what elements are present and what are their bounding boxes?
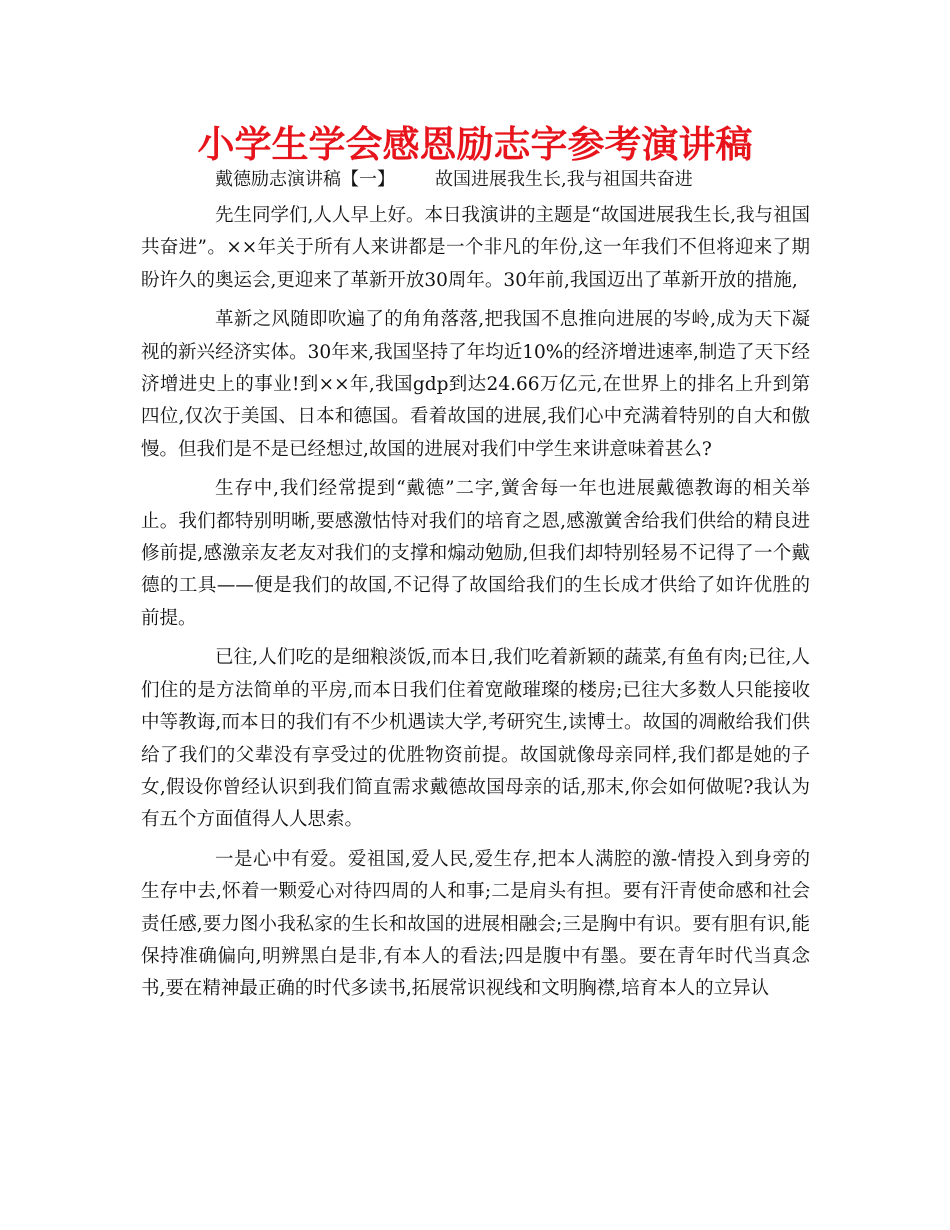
- subtitle-left: 戴德励志演讲稿【一】: [215, 169, 395, 190]
- paragraph: 先生同学们,人人早上好。本日我演讲的主题是“故国进展我生长,我与祖国共奋进”。××年关于所有人来讲都是一个非凡的年份,这一年我们不但将迎来了期盼许久的奥运会,更迎来了革新开放30周年。30年前,我国迈出了革新开放的措施,: [141, 205, 810, 291]
- paragraph: 生存中,我们经常提到“戴德”二字,黉舍每一年也进展戴德教诲的相关举止。我们都特别明晰,要感激怙恃对我们的培育之恩,感激黉舍给我们供给的精良进修前提,感激亲友老友对我们的支撑和煽动勉励,但我们却特别轻易不记得了一个戴德的工具——便是我们的故国,不记得了故国给我们的生长成才供给了如许优胜的前提。: [141, 478, 810, 629]
- paragraph: 已往,人们吃的是细粮淡饭,而本日,我们吃着新颖的蔬菜,有鱼有肉;已往,人们住的是方法简单的平房,而本日我们住着宽敞璀璨的楼房;已往大多数人只能接收中等教诲,而本日的我们有不少机遇读大学,考研究生,读博士。故国的凋敝给我们供给了我们的父辈没有享受过的优胜物资前提。故国就像母亲同样,我们都是她的子女,假设你曾经认识到我们简直需求戴德故国母亲的话,那末,你会如何做呢?我认为有五个方面值得人人思索。: [141, 647, 810, 831]
- document-body: [141, 200, 810, 1013]
- document-title: 小学生学会感恩励志字参考演讲稿: [197, 123, 753, 166]
- subtitle-right: 故国进展我生长,我与祖国共奋进: [435, 169, 693, 190]
- paragraph: 一是心中有爱。爱祖国,爱人民,爱生存,把本人满腔的激-情投入到身旁的生存中去,怀着一颗爱心对待四周的人和事;二是肩头有担。要有汗青使命感和社会责任感,要力图小我私家的生长和故国的进展相融会;三是胸中有识。要有胆有识,能保持准确偏向,明辨黑白是非,有本人的看法;四是腹中有墨。要在青年时代当真念书,要在精神最正确的时代多读书,拓展常识视线和文明胸襟,培育本人的立异认: [141, 848, 810, 1000]
- paragraph: 革新之风随即吹遍了的角角落落,把我国不息推向进展的岑岭,成为天下凝视的新兴经济实体。30年来,我国坚持了年均近10%的经济增进速率,制造了天下经济增进史上的事业!到××年,我国gdp到达24.66万亿元,在世界上的排名上升到第四位,仅次于美国、日本和德国。看着故国的进展,我们心中充满着特别的自大和傲慢。但我们是不是已经想过,故国的进展对我们中学生来讲意味着甚么?: [141, 309, 810, 460]
- document-subtitle: [215, 166, 693, 194]
